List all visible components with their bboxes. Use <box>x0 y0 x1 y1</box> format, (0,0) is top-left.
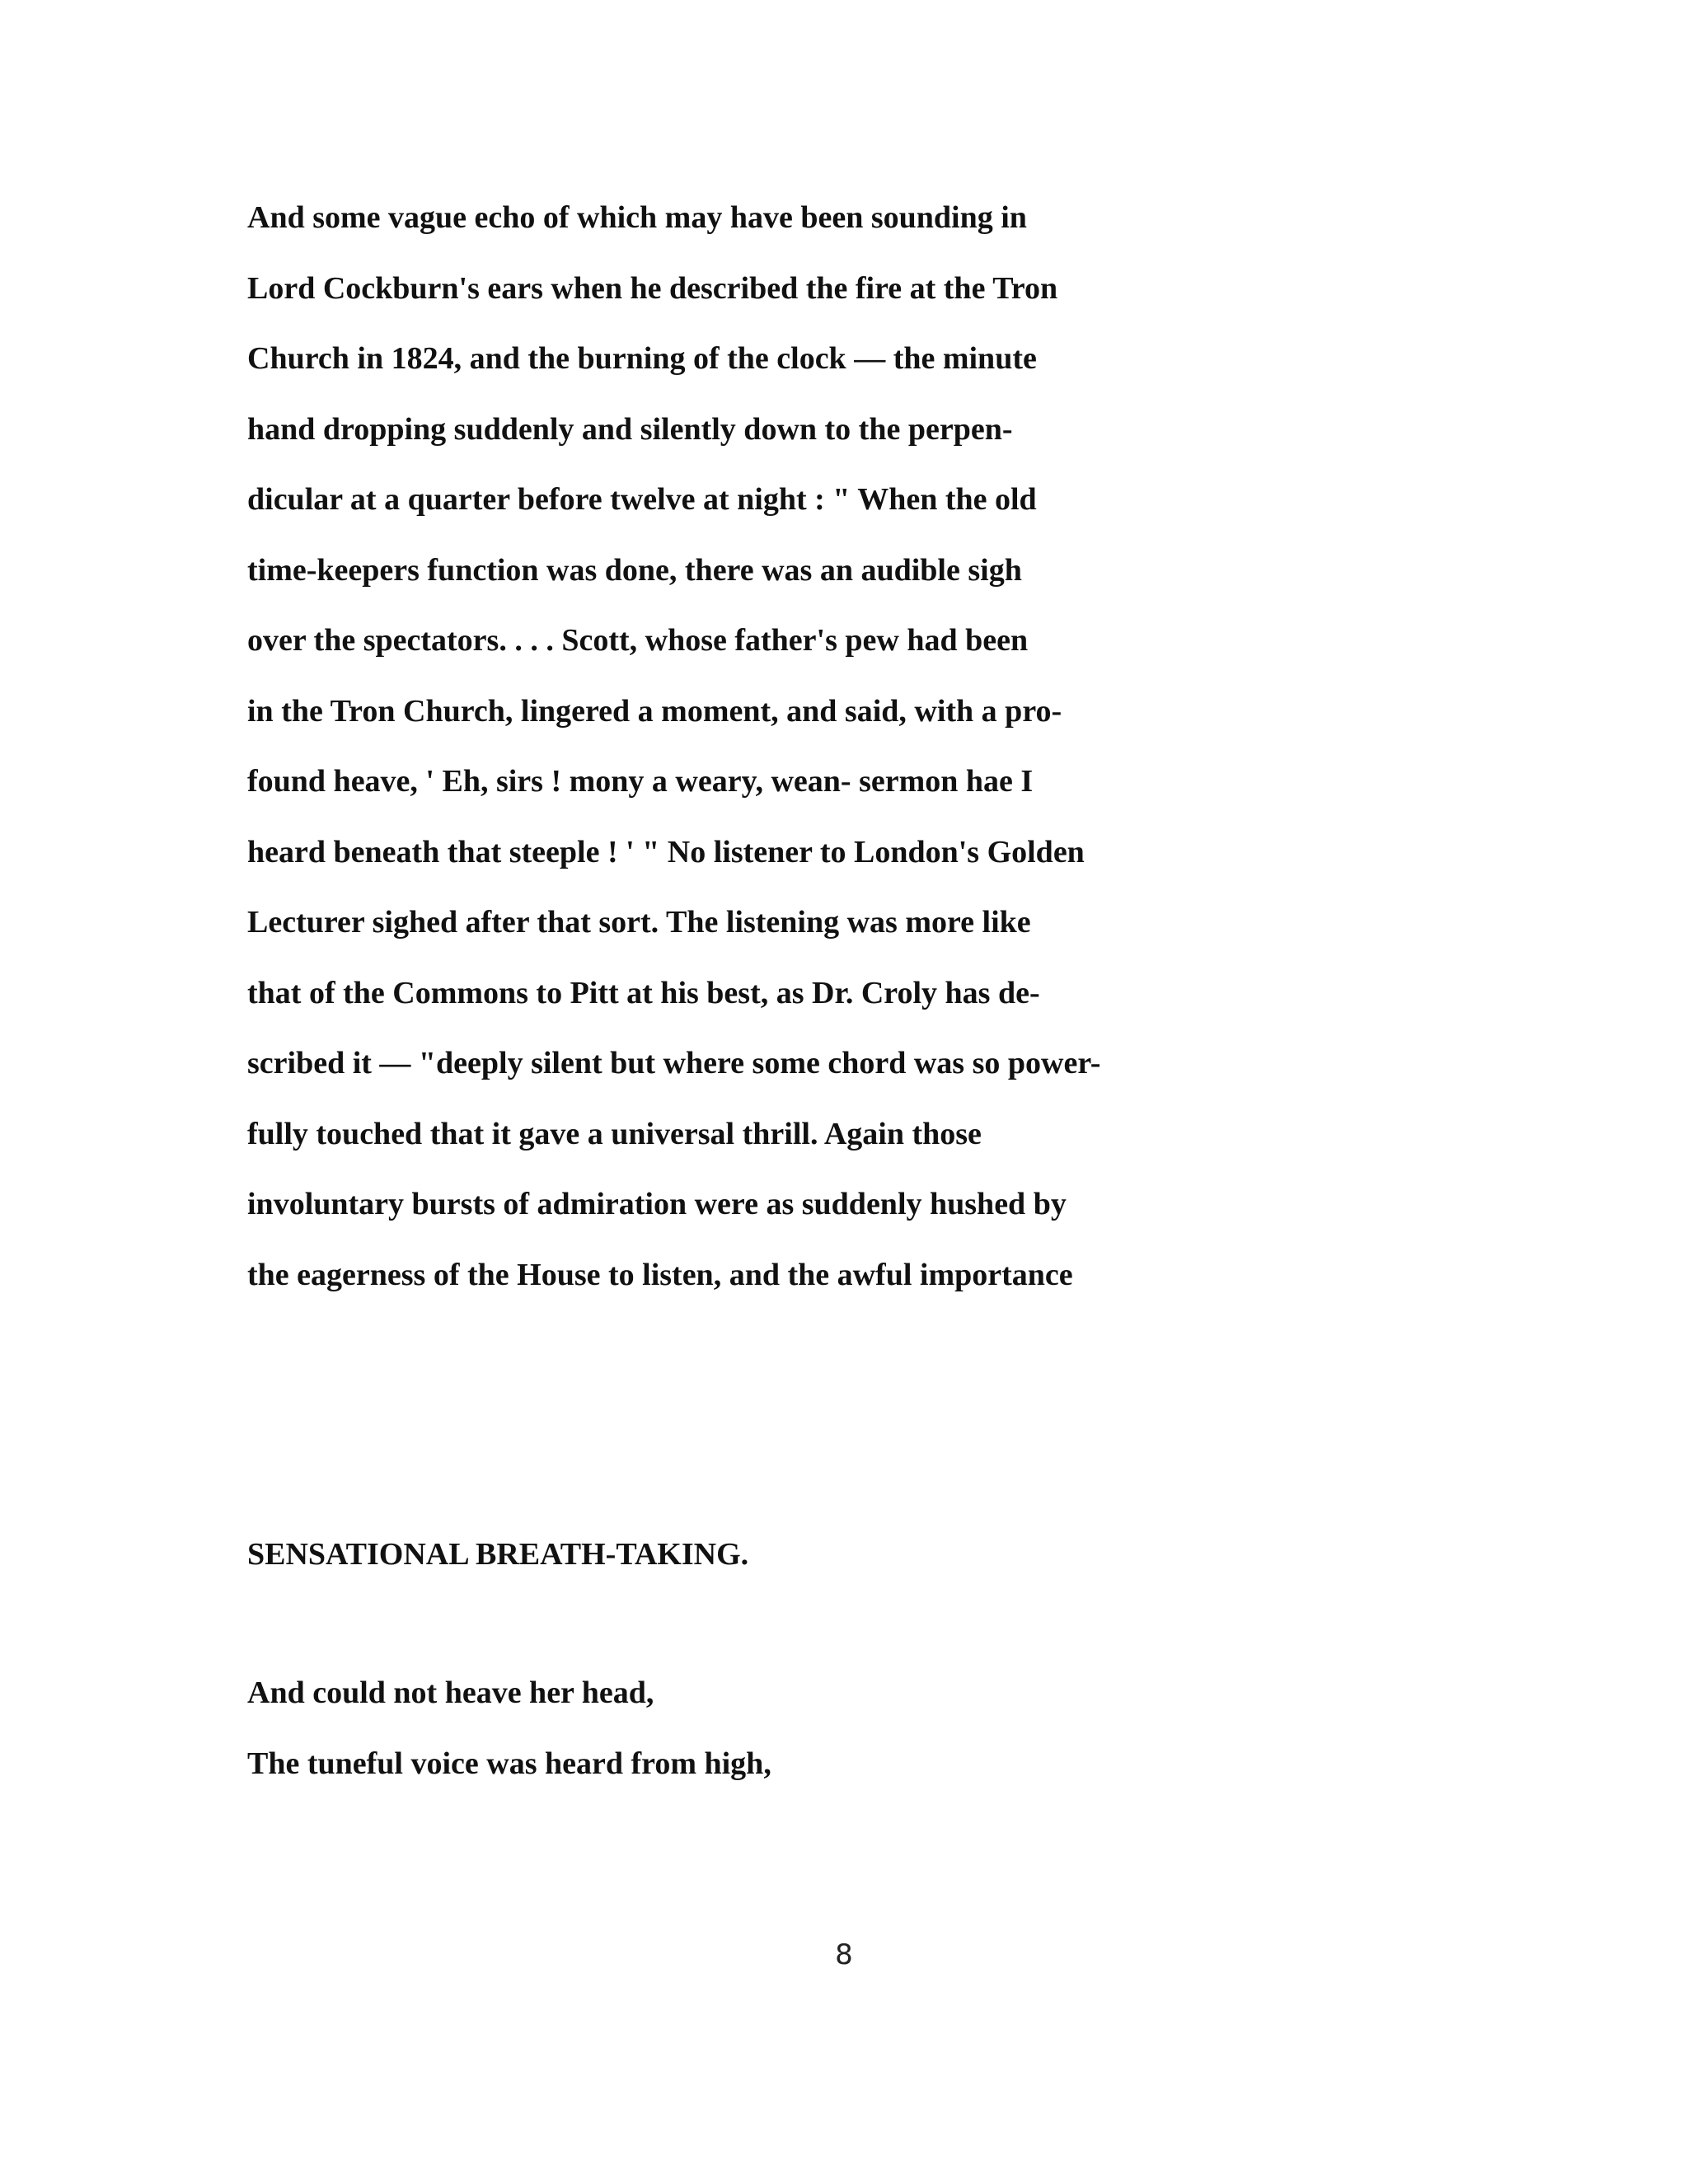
text-line: Lord Cockburn's ears when he described the fire at the Tron <box>247 270 1058 306</box>
text-line: hand dropping suddenly and silently down to the perpen- <box>247 411 1013 447</box>
text-line: Lecturer sighed after that sort. The listening was more like <box>247 905 1031 940</box>
text-line: fully touched that it gave a universal thrill. Again those <box>247 1116 982 1151</box>
section-heading: SENSATIONAL BREATH-TAKING. <box>247 1537 749 1572</box>
page-number: 8 <box>835 1938 853 1971</box>
text-line: heard beneath that steeple ! ' " No listener to London's Golden <box>247 834 1085 869</box>
verse-line: And could not heave her head, <box>247 1675 654 1710</box>
text-line: scribed it — "deeply silent but where some chord was so power- <box>247 1046 1101 1080</box>
text-line: dicular at a quarter before twelve at night : " When the old <box>247 482 1037 517</box>
text-line: the eagerness of the House to listen, and the awful importance <box>247 1257 1073 1292</box>
text-line: And some vague echo of which may have been sounding in <box>247 200 1027 235</box>
body-paragraph <box>247 196 1566 1324</box>
verse-block <box>247 1671 771 1813</box>
verse-line: The tuneful voice was heard from high, <box>247 1746 771 1781</box>
text-line: involuntary bursts of admiration were as suddenly hushed by <box>247 1187 1067 1221</box>
text-line: over the spectators. . . . Scott, whose father's pew had been <box>247 623 1029 658</box>
text-line: that of the Commons to Pitt at his best, as Dr. Croly has de- <box>247 975 1040 1010</box>
text-line: Church in 1824, and the burning of the clock — the minute <box>247 341 1037 376</box>
text-line: in the Tron Church, lingered a moment, and said, with a pro- <box>247 693 1062 729</box>
text-line: time-keepers function was done, there was an audible sigh <box>247 552 1022 588</box>
text-line: found heave, ' Eh, sirs ! mony a weary, wean- sermon hae I <box>247 764 1034 799</box>
